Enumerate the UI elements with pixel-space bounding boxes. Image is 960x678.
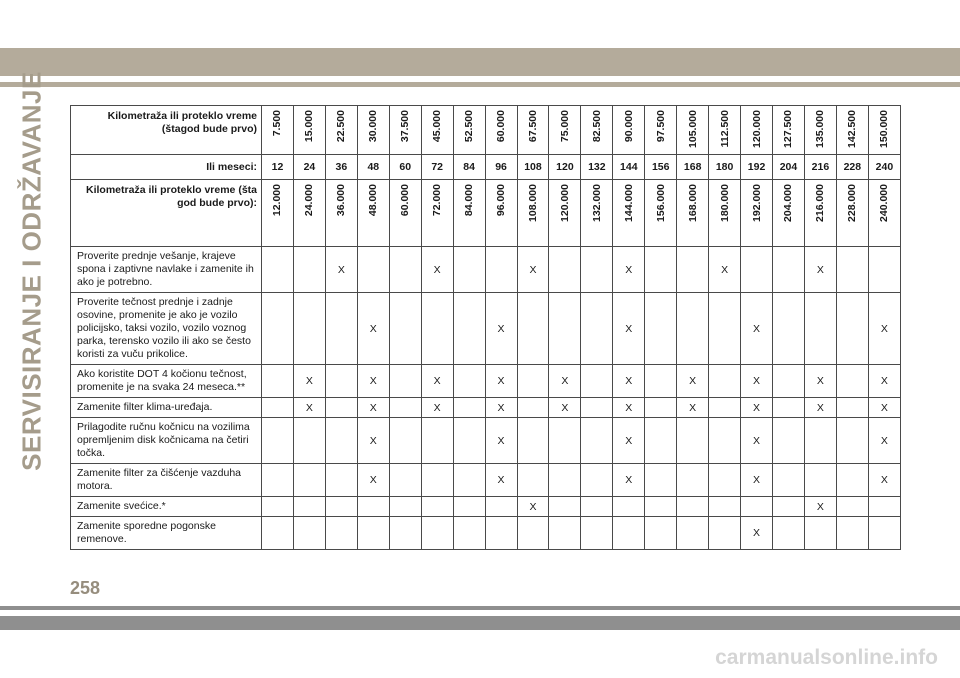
km-header-cell — [709, 106, 741, 155]
schedule-cell — [421, 293, 453, 365]
schedule-cell — [517, 365, 549, 398]
month-cell: 96 — [485, 155, 517, 180]
months-label: Ili meseci: — [71, 155, 262, 180]
km-value: 112.500 — [718, 110, 731, 148]
month-cell: 120 — [549, 155, 581, 180]
schedule-cell — [421, 418, 453, 464]
schedule-cell: X — [517, 497, 549, 517]
top-band — [0, 48, 960, 76]
schedule-cell — [325, 365, 357, 398]
schedule-cell — [645, 247, 677, 293]
schedule-cell: X — [741, 398, 773, 418]
schedule-cell — [836, 247, 868, 293]
schedule-cell: X — [293, 365, 325, 398]
schedule-cell — [741, 247, 773, 293]
month-cell: 216 — [804, 155, 836, 180]
km2-header-cell — [421, 180, 453, 247]
schedule-cell — [709, 398, 741, 418]
schedule-cell — [581, 418, 613, 464]
schedule-cell — [613, 517, 645, 550]
schedule-cell — [517, 293, 549, 365]
km-header-cell — [389, 106, 421, 155]
km2-header-cell — [677, 180, 709, 247]
schedule-cell — [581, 517, 613, 550]
schedule-cell — [549, 247, 581, 293]
month-cell: 24 — [293, 155, 325, 180]
km2-value: 192.000 — [750, 184, 763, 222]
km2-value: 12.000 — [271, 184, 284, 217]
schedule-cell — [836, 293, 868, 365]
schedule-cell — [453, 398, 485, 418]
section-side-title — [14, 71, 50, 471]
km2-value: 84.000 — [463, 184, 476, 217]
km-header-cell — [421, 106, 453, 155]
month-cell: 240 — [868, 155, 900, 180]
km-header-label: Kilometraža ili proteklo vreme (štagod bude prvo) — [71, 106, 262, 155]
schedule-cell: X — [741, 464, 773, 497]
schedule-row — [71, 464, 901, 497]
schedule-cell — [389, 293, 421, 365]
schedule-cell — [581, 247, 613, 293]
bottom-band — [0, 616, 960, 630]
page-number: 258 — [70, 578, 101, 598]
schedule-cell — [836, 418, 868, 464]
schedule-row — [71, 293, 901, 365]
schedule-cell — [262, 418, 294, 464]
km2-value: 24.000 — [303, 184, 316, 217]
schedule-cell — [645, 517, 677, 550]
schedule-cell — [453, 464, 485, 497]
schedule-cell: X — [485, 464, 517, 497]
km2-header-cell — [325, 180, 357, 247]
month-cell: 204 — [773, 155, 805, 180]
schedule-cell: X — [804, 247, 836, 293]
task-description: Zamenite filter klima-uređaja. — [71, 398, 262, 418]
km2-value: 72.000 — [431, 184, 444, 217]
km2-header-cell — [613, 180, 645, 247]
schedule-cell — [453, 497, 485, 517]
schedule-cell — [868, 247, 900, 293]
km2-value: 48.000 — [367, 184, 380, 217]
schedule-cell: X — [485, 293, 517, 365]
month-cell: 180 — [709, 155, 741, 180]
month-cell: 168 — [677, 155, 709, 180]
km2-header-cell — [293, 180, 325, 247]
schedule-cell — [709, 365, 741, 398]
km-header-cell — [453, 106, 485, 155]
km2-header-cell — [709, 180, 741, 247]
schedule-cell — [773, 497, 805, 517]
km-value: 120.000 — [750, 110, 763, 148]
km-value: 127.500 — [782, 110, 795, 148]
km-value: 37.500 — [399, 110, 412, 143]
schedule-cell — [804, 293, 836, 365]
schedule-cell — [804, 464, 836, 497]
section-title-text: SERVISIRANJE I ODRŽAVANJE — [16, 71, 47, 471]
km2-header-cell — [517, 180, 549, 247]
schedule-cell — [389, 247, 421, 293]
maintenance-schedule-table — [70, 105, 901, 550]
task-description: Zamenite svećice.* — [71, 497, 262, 517]
km-value: 52.500 — [463, 110, 476, 143]
months-row — [71, 155, 901, 180]
km-header-cell — [773, 106, 805, 155]
schedule-row — [71, 247, 901, 293]
km-value: 67.500 — [526, 110, 539, 143]
km2-header-cell — [868, 180, 900, 247]
schedule-cell: X — [613, 247, 645, 293]
schedule-cell: X — [868, 293, 900, 365]
km2-header-cell — [549, 180, 581, 247]
schedule-cell: X — [421, 398, 453, 418]
schedule-cell — [293, 497, 325, 517]
km-value: 105.000 — [686, 110, 699, 148]
schedule-cell: X — [549, 365, 581, 398]
schedule-cell — [549, 464, 581, 497]
month-cell: 228 — [836, 155, 868, 180]
task-description: Ako koristite DOT 4 kočionu tečnost, promenite je na svaka 24 meseca.** — [71, 365, 262, 398]
schedule-cell — [325, 418, 357, 464]
schedule-cell — [293, 517, 325, 550]
km-value: 135.000 — [814, 110, 827, 148]
month-cell: 60 — [389, 155, 421, 180]
schedule-cell — [293, 418, 325, 464]
schedule-cell — [453, 365, 485, 398]
schedule-cell: X — [613, 464, 645, 497]
schedule-cell — [293, 464, 325, 497]
km2-value: 204.000 — [782, 184, 795, 222]
schedule-cell: X — [741, 365, 773, 398]
schedule-cell — [773, 247, 805, 293]
schedule-cell — [325, 293, 357, 365]
month-cell: 156 — [645, 155, 677, 180]
schedule-cell — [421, 497, 453, 517]
schedule-cell — [804, 517, 836, 550]
schedule-cell — [804, 418, 836, 464]
km-header-cell — [262, 106, 294, 155]
schedule-cell — [836, 398, 868, 418]
km-value: 97.500 — [654, 110, 667, 143]
schedule-cell — [325, 497, 357, 517]
km2-header-cell — [645, 180, 677, 247]
schedule-cell — [389, 464, 421, 497]
schedule-cell: X — [357, 418, 389, 464]
km-header-cell — [357, 106, 389, 155]
km2-header-cell — [389, 180, 421, 247]
schedule-cell — [868, 497, 900, 517]
schedule-cell: X — [804, 497, 836, 517]
schedule-cell: X — [517, 247, 549, 293]
schedule-cell — [773, 464, 805, 497]
schedule-cell — [389, 365, 421, 398]
schedule-cell — [773, 365, 805, 398]
schedule-cell — [773, 398, 805, 418]
month-cell: 36 — [325, 155, 357, 180]
schedule-cell — [677, 247, 709, 293]
km2-value: 132.000 — [590, 184, 603, 222]
schedule-cell — [645, 293, 677, 365]
schedule-cell: X — [485, 418, 517, 464]
schedule-cell — [517, 517, 549, 550]
schedule-cell — [709, 293, 741, 365]
km-value: 15.000 — [303, 110, 316, 143]
schedule-cell — [549, 418, 581, 464]
schedule-cell — [677, 517, 709, 550]
schedule-row — [71, 398, 901, 418]
schedule-cell — [517, 418, 549, 464]
schedule-cell — [325, 398, 357, 418]
month-cell: 192 — [741, 155, 773, 180]
km-header-row — [71, 106, 901, 155]
schedule-cell — [389, 497, 421, 517]
km-header-cell — [868, 106, 900, 155]
schedule-cell: X — [485, 398, 517, 418]
km2-value: 240.000 — [878, 184, 891, 222]
schedule-cell — [581, 464, 613, 497]
schedule-cell: X — [549, 398, 581, 418]
schedule-cell — [709, 497, 741, 517]
schedule-cell: X — [868, 418, 900, 464]
schedule-cell — [517, 398, 549, 418]
schedule-cell — [262, 464, 294, 497]
km2-header-cell — [804, 180, 836, 247]
schedule-cell — [453, 247, 485, 293]
km2-value: 144.000 — [622, 184, 635, 222]
schedule-cell — [581, 497, 613, 517]
schedule-cell — [549, 293, 581, 365]
schedule-cell — [645, 418, 677, 464]
schedule-cell — [581, 293, 613, 365]
km-header-cell — [836, 106, 868, 155]
km-header-cell — [581, 106, 613, 155]
schedule-cell — [613, 497, 645, 517]
km2-header-cell — [741, 180, 773, 247]
km2-value: 96.000 — [495, 184, 508, 217]
schedule-cell: X — [421, 247, 453, 293]
schedule-row — [71, 365, 901, 398]
km2-header-cell — [773, 180, 805, 247]
schedule-cell — [677, 293, 709, 365]
schedule-cell — [836, 464, 868, 497]
schedule-cell: X — [804, 365, 836, 398]
schedule-cell: X — [868, 464, 900, 497]
km-value: 90.000 — [622, 110, 635, 143]
km2-header-row — [71, 180, 901, 247]
schedule-cell — [645, 398, 677, 418]
schedule-cell — [645, 497, 677, 517]
month-cell: 72 — [421, 155, 453, 180]
task-description: Proverite tečnost prednje i zadnje osovine, promenite je ako je vozilo policijsko, taksi vozilo, vozilo voznog parka, terensko vozilo ili ako se često koristi za vuču prikolice. — [71, 293, 262, 365]
km-value: 7.500 — [271, 110, 284, 137]
km2-header-cell — [485, 180, 517, 247]
schedule-cell: X — [677, 398, 709, 418]
schedule-cell — [389, 398, 421, 418]
km-header-cell — [325, 106, 357, 155]
schedule-cell — [485, 497, 517, 517]
km-value: 75.000 — [558, 110, 571, 143]
schedule-cell: X — [421, 365, 453, 398]
schedule-cell: X — [677, 365, 709, 398]
km2-header-label: Kilometraža ili proteklo vreme (šta god bude prvo): — [71, 180, 262, 247]
km2-header-cell — [262, 180, 294, 247]
schedule-cell — [262, 517, 294, 550]
km2-value: 216.000 — [814, 184, 827, 222]
km2-value: 60.000 — [399, 184, 412, 217]
schedule-cell — [453, 517, 485, 550]
schedule-cell — [836, 517, 868, 550]
km-value: 142.500 — [846, 110, 859, 148]
km-header-cell — [485, 106, 517, 155]
schedule-cell: X — [325, 247, 357, 293]
km2-value: 180.000 — [718, 184, 731, 222]
km-value: 60.000 — [495, 110, 508, 143]
schedule-cell: X — [357, 293, 389, 365]
schedule-cell: X — [357, 398, 389, 418]
schedule-cell: X — [357, 464, 389, 497]
schedule-cell — [357, 247, 389, 293]
km2-value: 228.000 — [846, 184, 859, 222]
km-value: 30.000 — [367, 110, 380, 143]
schedule-cell — [773, 293, 805, 365]
schedule-cell: X — [741, 418, 773, 464]
month-cell: 108 — [517, 155, 549, 180]
schedule-cell — [293, 247, 325, 293]
km-value: 150.000 — [878, 110, 891, 148]
km-header-cell — [517, 106, 549, 155]
task-description: Zamenite filter za čišćenje vazduha motora. — [71, 464, 262, 497]
schedule-cell — [262, 247, 294, 293]
schedule-cell: X — [613, 365, 645, 398]
schedule-cell: X — [741, 293, 773, 365]
km-header-cell — [293, 106, 325, 155]
top-band-line — [0, 82, 960, 87]
schedule-cell — [389, 418, 421, 464]
schedule-cell: X — [293, 398, 325, 418]
schedule-cell: X — [613, 398, 645, 418]
schedule-cell: X — [613, 293, 645, 365]
schedule-cell — [262, 398, 294, 418]
month-cell: 48 — [357, 155, 389, 180]
km2-value: 156.000 — [654, 184, 667, 222]
schedule-cell: X — [741, 517, 773, 550]
schedule-cell — [262, 497, 294, 517]
km-header-cell — [677, 106, 709, 155]
schedule-cell: X — [868, 365, 900, 398]
schedule-cell — [581, 365, 613, 398]
km-header-cell — [645, 106, 677, 155]
schedule-cell — [709, 464, 741, 497]
schedule-cell — [836, 365, 868, 398]
schedule-cell — [773, 517, 805, 550]
task-description: Zamenite sporedne pogonske remenove. — [71, 517, 262, 550]
schedule-cell — [549, 517, 581, 550]
schedule-row — [71, 517, 901, 550]
schedule-cell: X — [357, 365, 389, 398]
schedule-cell — [677, 418, 709, 464]
schedule-cell: X — [868, 398, 900, 418]
schedule-cell — [709, 517, 741, 550]
watermark: carmanualsonline.info — [715, 646, 938, 669]
km-header-cell — [613, 106, 645, 155]
schedule-cell — [773, 418, 805, 464]
schedule-cell — [453, 418, 485, 464]
schedule-cell — [325, 517, 357, 550]
month-cell: 132 — [581, 155, 613, 180]
schedule-cell — [262, 365, 294, 398]
km2-header-cell — [357, 180, 389, 247]
schedule-cell — [453, 293, 485, 365]
km2-value: 36.000 — [335, 184, 348, 217]
schedule-cell — [645, 365, 677, 398]
schedule-cell — [421, 517, 453, 550]
km2-value: 168.000 — [686, 184, 699, 222]
schedule-cell — [389, 517, 421, 550]
km2-value: 108.000 — [526, 184, 539, 222]
schedule-cell — [357, 497, 389, 517]
schedule-cell — [357, 517, 389, 550]
task-description: Proverite prednje vešanje, krajeve spona i zaptivne navlake i zamenite ih ako je potrebno. — [71, 247, 262, 293]
schedule-cell: X — [485, 365, 517, 398]
schedule-cell — [645, 464, 677, 497]
schedule-cell — [485, 517, 517, 550]
km2-header-cell — [453, 180, 485, 247]
km-value: 22.500 — [335, 110, 348, 143]
schedule-row — [71, 497, 901, 517]
schedule-cell — [677, 497, 709, 517]
km2-value: 120.000 — [558, 184, 571, 222]
schedule-cell — [262, 293, 294, 365]
schedule-cell — [709, 418, 741, 464]
schedule-cell — [485, 247, 517, 293]
km-value: 82.500 — [590, 110, 603, 143]
month-cell: 144 — [613, 155, 645, 180]
schedule-cell — [421, 464, 453, 497]
schedule-cell — [293, 293, 325, 365]
km-value: 45.000 — [431, 110, 444, 143]
month-cell: 12 — [262, 155, 294, 180]
km-header-cell — [804, 106, 836, 155]
schedule-cell: X — [709, 247, 741, 293]
km-header-cell — [549, 106, 581, 155]
schedule-cell — [836, 497, 868, 517]
schedule-cell — [741, 497, 773, 517]
schedule-cell — [325, 464, 357, 497]
bottom-band-line — [0, 606, 960, 610]
km2-header-cell — [581, 180, 613, 247]
schedule-cell — [581, 398, 613, 418]
schedule-cell — [549, 497, 581, 517]
schedule-cell — [677, 464, 709, 497]
schedule-cell: X — [613, 418, 645, 464]
schedule-cell: X — [804, 398, 836, 418]
km-header-cell — [741, 106, 773, 155]
km2-header-cell — [836, 180, 868, 247]
schedule-cell — [868, 517, 900, 550]
month-cell: 84 — [453, 155, 485, 180]
schedule-row — [71, 418, 901, 464]
task-description: Prilagodite ručnu kočnicu na vozilima opremljenim disk kočnicama na četiri točka. — [71, 418, 262, 464]
schedule-cell — [517, 464, 549, 497]
